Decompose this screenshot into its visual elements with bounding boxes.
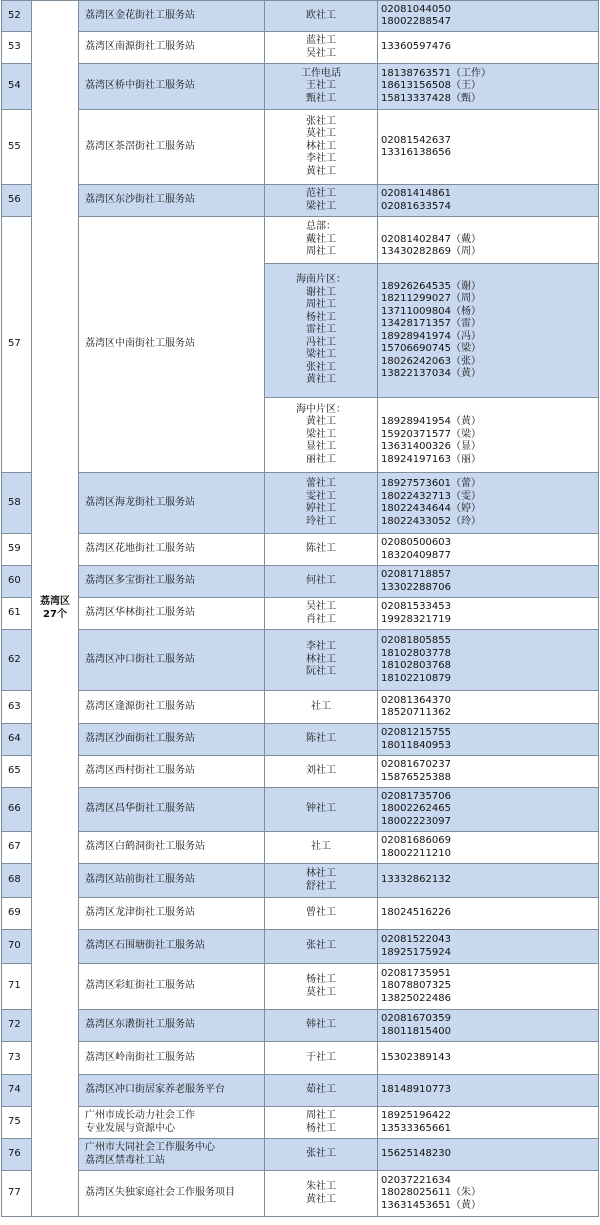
phone-cell xyxy=(378,598,599,630)
worker-cell xyxy=(265,788,378,832)
station-name xyxy=(79,473,265,534)
cell-line: 梁社工 xyxy=(306,428,336,440)
phone-cell xyxy=(378,566,599,598)
row-number: 74 xyxy=(2,1075,32,1107)
cell-line: 18022433052（玲） xyxy=(381,515,481,527)
station-name xyxy=(79,864,265,898)
cell-line: 荔湾区禁毒社工站 xyxy=(85,1154,165,1166)
row-number: 68 xyxy=(2,864,32,898)
table-row xyxy=(2,832,599,864)
cell-line: 13430282869（周） xyxy=(381,246,481,258)
phone-cell xyxy=(378,185,599,217)
table-row xyxy=(2,217,599,264)
phone-cell xyxy=(378,1171,599,1217)
row-number: 76 xyxy=(2,1139,32,1171)
spacer xyxy=(381,404,598,417)
cell-line: 张社工 xyxy=(306,115,336,127)
cell-line: 蓝社工 xyxy=(306,35,336,46)
cell-line: 荔湾区昌华街社工服务站 xyxy=(85,803,195,815)
station-name xyxy=(79,534,265,566)
phone-cell xyxy=(378,110,599,185)
cell-line: 阮社工 xyxy=(306,666,336,678)
cell-line: 荔湾区逢源街社工服务站 xyxy=(85,700,195,712)
cell-line: 广州市大同社会工作服务中心 xyxy=(85,1142,215,1153)
row-number: 56 xyxy=(2,185,32,217)
cell-line: 钟社工 xyxy=(306,803,336,815)
cell-line: 黄社工 xyxy=(306,374,336,386)
cell-line: 荔湾区西村街社工服务站 xyxy=(85,765,195,777)
cell-line: 02081414861 xyxy=(381,188,451,199)
cell-line: 15302389143 xyxy=(381,1051,451,1063)
phone-cell xyxy=(378,930,599,964)
cell-line: 周社工 xyxy=(306,246,336,258)
worker-cell xyxy=(265,398,378,473)
worker-cell xyxy=(265,724,378,756)
cell-line: 韩社工 xyxy=(306,1019,336,1031)
cell-line: 02081735951 xyxy=(381,967,451,979)
phone-cell xyxy=(378,1107,599,1139)
table-row xyxy=(2,1171,599,1217)
table-row xyxy=(2,473,599,534)
social-work-station-table xyxy=(1,0,599,1217)
phone-cell xyxy=(378,864,599,898)
worker-cell xyxy=(265,64,378,110)
cell-line: 18002223097 xyxy=(381,815,451,827)
worker-cell xyxy=(265,630,378,691)
cell-line: 吴社工 xyxy=(306,601,336,612)
cell-line: 02081670237 xyxy=(381,759,451,770)
cell-line: 荔湾区冲口街居家养老服务平台 xyxy=(85,1084,225,1096)
worker-cell xyxy=(265,1042,378,1075)
cell-line: 蕾社工 xyxy=(306,478,336,489)
cell-line: 18613156508（王） xyxy=(381,80,481,92)
station-name xyxy=(79,832,265,864)
cell-line: 李社工 xyxy=(306,153,336,165)
cell-line: 02081686069 xyxy=(381,835,451,846)
worker-cell xyxy=(265,1010,378,1042)
phone-cell xyxy=(378,898,599,930)
cell-line: 02081718857 xyxy=(381,569,451,580)
cell-line: 13631453651（黄） xyxy=(381,1199,481,1211)
table-row xyxy=(2,110,599,185)
phone-cell xyxy=(378,630,599,691)
cell-line: 杨社工 xyxy=(306,1122,336,1134)
cell-line: 陈社工 xyxy=(306,543,336,555)
cell-line: 欧社工 xyxy=(306,9,336,21)
cell-line: 曾社工 xyxy=(306,907,336,919)
worker-cell xyxy=(265,691,378,724)
worker-cell xyxy=(265,832,378,864)
cell-line: 18011815400 xyxy=(381,1025,451,1037)
station-name xyxy=(79,724,265,756)
cell-line: 荔湾区华林街社工服务站 xyxy=(85,607,195,619)
cell-line: 茹社工 xyxy=(306,1084,336,1096)
cell-line: 于社工 xyxy=(306,1051,336,1063)
cell-line: 雯社工 xyxy=(306,490,336,502)
table-row xyxy=(2,756,599,788)
cell-line: 13332862132 xyxy=(381,874,451,886)
cell-line: 18211299027（周） xyxy=(381,293,481,304)
phone-cell xyxy=(378,756,599,788)
station-name xyxy=(79,185,265,217)
worker-cell xyxy=(265,110,378,185)
row-number: 64 xyxy=(2,724,32,756)
worker-cell xyxy=(265,264,378,398)
row-number: 57 xyxy=(2,217,32,473)
cell-line: 荔湾区东沙街社工服务站 xyxy=(85,194,195,206)
row-number: 72 xyxy=(2,1010,32,1042)
station-name xyxy=(79,1010,265,1042)
cell-line: 18924197163（丽） xyxy=(381,453,481,465)
cell-line: 专业发展与资源中心 xyxy=(85,1122,175,1134)
cell-line: 02081670359 xyxy=(381,1013,451,1024)
row-number: 71 xyxy=(2,964,32,1010)
station-name xyxy=(79,964,265,1010)
cell-line: 13316138656 xyxy=(381,147,451,158)
row-number: 55 xyxy=(2,110,32,185)
cell-line: 荔湾区海龙街社工服务站 xyxy=(85,496,195,508)
cell-line: 18002262465 xyxy=(381,803,451,815)
station-name xyxy=(79,1,265,32)
worker-cell xyxy=(265,598,378,630)
worker-cell xyxy=(265,534,378,566)
cell-line: 戴社工 xyxy=(306,233,336,245)
cell-line: 刘社工 xyxy=(306,765,336,777)
table-row xyxy=(2,32,599,64)
worker-cell xyxy=(265,1075,378,1107)
cell-line: 荔湾区白鹤洞街社工服务站 xyxy=(85,841,205,853)
row-number: 65 xyxy=(2,756,32,788)
worker-cell xyxy=(265,32,378,64)
worker-cell xyxy=(265,756,378,788)
worker-cell xyxy=(265,217,378,264)
cell-line: 荔湾区茶滘街社工服务站 xyxy=(85,140,195,152)
cell-line: 荔湾区冲口街社工服务站 xyxy=(85,653,195,665)
cell-line: 周社工 xyxy=(306,1110,336,1121)
cell-line: 荔湾区南源街社工服务站 xyxy=(85,41,195,53)
station-name xyxy=(79,217,265,473)
cell-line: 杨社工 xyxy=(306,311,336,323)
table-row xyxy=(2,864,599,898)
station-name xyxy=(79,898,265,930)
worker-cell xyxy=(265,864,378,898)
cell-line: 18138763571（工作） xyxy=(381,67,491,79)
cell-line: 黄社工 xyxy=(306,165,336,177)
row-number: 58 xyxy=(2,473,32,534)
cell-line: 荔湾区站前街社工服务站 xyxy=(85,874,195,886)
worker-cell xyxy=(265,1107,378,1139)
table-row xyxy=(2,964,599,1010)
station-name xyxy=(79,566,265,598)
row-number: 66 xyxy=(2,788,32,832)
table-row xyxy=(2,534,599,566)
phone-cell xyxy=(378,1042,599,1075)
cell-line: 18022434644（婷） xyxy=(381,503,481,514)
phone-cell xyxy=(378,691,599,724)
cell-line: 18026242063（张） xyxy=(381,355,481,367)
cell-line: 广州市成长动力社会工作 xyxy=(85,1110,195,1121)
table-row xyxy=(2,724,599,756)
table-row xyxy=(2,630,599,691)
cell-line: 黄社工 xyxy=(306,1193,336,1205)
station-name xyxy=(79,64,265,110)
district-count: 27个 xyxy=(43,608,67,620)
cell-line: 范社工 xyxy=(306,188,336,199)
cell-line: 陈社工 xyxy=(306,733,336,745)
cell-line: 02037221634 xyxy=(381,1174,451,1186)
worker-cell xyxy=(265,1139,378,1171)
cell-line: 13428171357（雷） xyxy=(381,318,481,329)
table-row xyxy=(2,566,599,598)
cell-line: 18320409877 xyxy=(381,549,451,561)
table-row xyxy=(2,691,599,724)
cell-line: 显社工 xyxy=(306,441,336,453)
row-number: 59 xyxy=(2,534,32,566)
cell-line: 吴社工 xyxy=(306,47,336,59)
cell-line: 18928941954（黄） xyxy=(381,416,481,428)
cell-line: 13533365661 xyxy=(381,1122,451,1134)
cell-line: 海中片区： xyxy=(296,403,346,415)
cell-line: 雷社工 xyxy=(306,324,336,336)
table-body xyxy=(2,1,599,1217)
cell-line: 18928941974（冯） xyxy=(381,330,481,342)
row-number: 61 xyxy=(2,598,32,630)
cell-line: 黄社工 xyxy=(306,416,336,428)
cell-line: 02081533453 xyxy=(381,601,451,612)
cell-line: 18102803778 xyxy=(381,647,451,659)
phone-cell xyxy=(378,1139,599,1171)
table-row xyxy=(2,1075,599,1107)
cell-line: 肖社工 xyxy=(306,613,336,625)
cell-line: 婷社工 xyxy=(306,503,336,514)
cell-line: 荔湾区彩虹街社工服务站 xyxy=(85,980,195,992)
worker-cell xyxy=(265,185,378,217)
cell-line: 荔湾区龙津街社工服务站 xyxy=(85,907,195,919)
row-number: 73 xyxy=(2,1042,32,1075)
station-name xyxy=(79,32,265,64)
cell-line: 荔湾区桥中街社工服务站 xyxy=(85,80,195,92)
row-number: 60 xyxy=(2,566,32,598)
cell-line: 林社工 xyxy=(306,653,336,665)
station-name xyxy=(79,930,265,964)
cell-line: 莫社工 xyxy=(306,128,336,140)
table-row xyxy=(2,1,599,32)
spacer xyxy=(381,221,598,234)
cell-line: 13711009804（杨） xyxy=(381,305,481,317)
cell-line: 梁社工 xyxy=(306,349,336,361)
cell-line: 18024516226 xyxy=(381,907,451,919)
worker-cell xyxy=(265,964,378,1010)
cell-line: 02081542637 xyxy=(381,134,451,146)
cell-line: 舒社工 xyxy=(306,880,336,892)
cell-line: 18102803768 xyxy=(381,660,451,671)
cell-line: 13360597476 xyxy=(381,41,451,53)
cell-line: 冯社工 xyxy=(306,336,336,348)
cell-line: 丽社工 xyxy=(306,453,336,465)
row-number: 75 xyxy=(2,1107,32,1139)
cell-line: 02080500603 xyxy=(381,537,451,548)
station-name xyxy=(79,1139,265,1171)
cell-line: 13822137034（黄） xyxy=(381,368,481,379)
phone-cell xyxy=(378,1010,599,1042)
table-row xyxy=(2,598,599,630)
worker-cell xyxy=(265,1,378,32)
phone-cell xyxy=(378,473,599,534)
cell-line: 林社工 xyxy=(306,868,336,879)
cell-line: 02081522043 xyxy=(381,934,451,945)
cell-line: 周社工 xyxy=(306,299,336,311)
cell-line: 18002211210 xyxy=(381,847,451,859)
table-row xyxy=(2,64,599,110)
table-row xyxy=(2,1010,599,1042)
cell-line: 荔湾区石围塘街社工服务站 xyxy=(85,940,205,952)
cell-line: 15876525388 xyxy=(381,771,451,783)
station-name xyxy=(79,110,265,185)
station-name xyxy=(79,756,265,788)
table-row xyxy=(2,930,599,964)
cell-line: 18926264535（谢） xyxy=(381,280,481,292)
cell-line: 社工 xyxy=(311,841,331,853)
row-number: 63 xyxy=(2,691,32,724)
table-row xyxy=(2,185,599,217)
cell-line: 李社工 xyxy=(306,641,336,653)
station-name xyxy=(79,1171,265,1217)
cell-line: 15706690745（梁） xyxy=(381,343,481,354)
cell-line: 总部： xyxy=(306,221,336,233)
station-name xyxy=(79,1075,265,1107)
worker-cell xyxy=(265,898,378,930)
cell-line: 荔湾区东漖街社工服务站 xyxy=(85,1019,195,1031)
cell-line: 张社工 xyxy=(306,940,336,952)
cell-line: 18927573601（蕾） xyxy=(381,478,481,489)
cell-line: 15920371577（梁） xyxy=(381,428,481,440)
phone-cell xyxy=(378,398,599,473)
cell-line: 18102210879 xyxy=(381,672,451,684)
cell-line: 荔湾区中南街社工服务站 xyxy=(85,338,195,350)
cell-line: 梁社工 xyxy=(306,200,336,212)
cell-line: 王社工 xyxy=(306,80,336,92)
row-number: 67 xyxy=(2,832,32,864)
row-number: 77 xyxy=(2,1171,32,1217)
phone-cell xyxy=(378,32,599,64)
cell-line: 荔湾区岭南街社工服务站 xyxy=(85,1051,195,1063)
phone-cell xyxy=(378,1,599,32)
cell-line: 19928321719 xyxy=(381,613,451,625)
cell-line: 15625148230 xyxy=(381,1148,451,1160)
cell-line: 荔湾区多宝街社工服务站 xyxy=(85,575,195,587)
cell-line: 18022432713（雯） xyxy=(381,490,481,502)
cell-line: 13631400326（显） xyxy=(381,441,481,453)
cell-line: 社工 xyxy=(311,700,331,712)
phone-cell xyxy=(378,64,599,110)
cell-line: 朱社工 xyxy=(306,1181,336,1192)
table-row xyxy=(2,1042,599,1075)
table-row xyxy=(2,1139,599,1171)
cell-line: 张社工 xyxy=(306,361,336,373)
cell-line: 荔湾区失独家庭社会工作服务项目 xyxy=(85,1187,235,1199)
phone-cell xyxy=(378,724,599,756)
cell-line: 谢社工 xyxy=(306,286,336,298)
district-cell xyxy=(32,1,79,1217)
row-number: 53 xyxy=(2,32,32,64)
cell-line: 荔湾区花地街社工服务站 xyxy=(85,543,195,555)
phone-cell xyxy=(378,832,599,864)
row-number: 62 xyxy=(2,630,32,691)
cell-line: 甄社工 xyxy=(306,92,336,104)
cell-line: 02081044050 xyxy=(381,3,451,15)
cell-line: 18028025611（朱） xyxy=(381,1187,481,1199)
cell-line: 02081735706 xyxy=(381,790,451,802)
phone-cell xyxy=(378,788,599,832)
station-name xyxy=(79,691,265,724)
row-number: 70 xyxy=(2,930,32,964)
phone-cell xyxy=(378,534,599,566)
cell-line: 玲社工 xyxy=(306,515,336,527)
station-name xyxy=(79,788,265,832)
cell-line: 02081364370 xyxy=(381,694,451,706)
cell-line: 林社工 xyxy=(306,140,336,152)
worker-cell xyxy=(265,1171,378,1217)
worker-cell xyxy=(265,930,378,964)
row-number: 69 xyxy=(2,898,32,930)
worker-cell xyxy=(265,566,378,598)
cell-line: 18148910773 xyxy=(381,1084,451,1096)
cell-line: 02081805855 xyxy=(381,635,451,646)
cell-line: 15813337428（甄） xyxy=(381,92,481,104)
phone-cell xyxy=(378,217,599,264)
table-row xyxy=(2,1107,599,1139)
station-name xyxy=(79,630,265,691)
station-name xyxy=(79,598,265,630)
cell-line: 杨社工 xyxy=(306,974,336,985)
station-name xyxy=(79,1107,265,1139)
phone-cell xyxy=(378,264,599,398)
cell-line: 02081402847（戴） xyxy=(381,233,481,245)
cell-line: 工作电话 xyxy=(301,67,341,79)
district-name: 荔湾区 xyxy=(40,596,70,607)
station-name xyxy=(79,1042,265,1075)
cell-line: 荔湾区金花街社工服务站 xyxy=(85,9,195,21)
row-number: 52 xyxy=(2,1,32,32)
cell-line: 13302288706 xyxy=(381,581,451,593)
cell-line: 18078807325 xyxy=(381,980,451,992)
row-number: 54 xyxy=(2,64,32,110)
phone-cell xyxy=(378,1075,599,1107)
cell-line: 莫社工 xyxy=(306,986,336,998)
worker-cell xyxy=(265,473,378,534)
cell-line: 13825022486 xyxy=(381,992,451,1004)
table-row xyxy=(2,788,599,832)
table-row xyxy=(2,898,599,930)
cell-line: 02081633574 xyxy=(381,200,451,212)
cell-line: 18925175924 xyxy=(381,946,451,958)
phone-cell xyxy=(378,964,599,1010)
cell-line: 海南片区： xyxy=(296,274,346,286)
cell-line: 18011840953 xyxy=(381,739,451,751)
cell-line: 18925196422 xyxy=(381,1110,451,1121)
cell-line: 荔湾区沙面街社工服务站 xyxy=(85,733,195,745)
cell-line: 18520711362 xyxy=(381,707,451,718)
cell-line: 02081215755 xyxy=(381,727,451,738)
cell-line: 何社工 xyxy=(306,575,336,587)
cell-line: 张社工 xyxy=(306,1148,336,1160)
cell-line: 18002288547 xyxy=(381,16,451,27)
